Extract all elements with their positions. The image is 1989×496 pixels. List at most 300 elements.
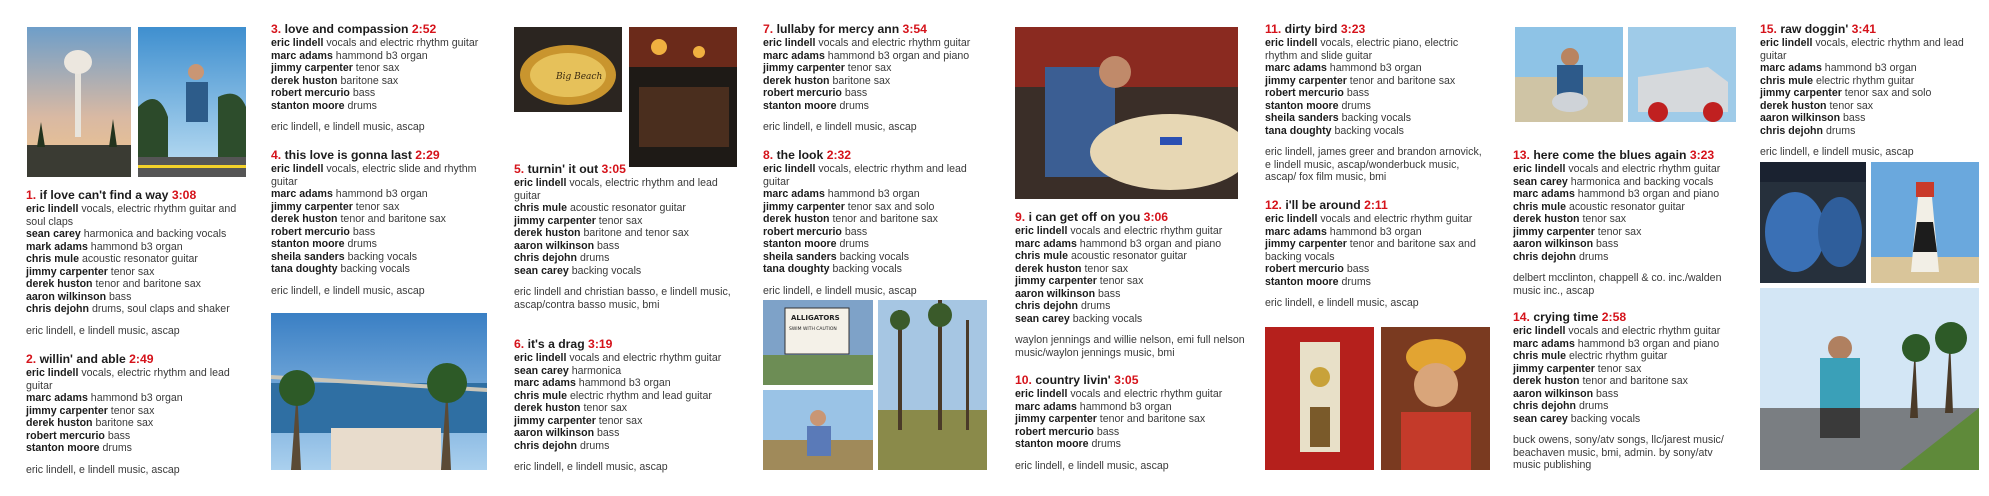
musician-name: jimmy carpenter [1015, 275, 1097, 287]
credit-line [271, 226, 496, 239]
credit-line [1760, 62, 1985, 75]
panel-8 [1760, 0, 1985, 496]
credit-line [271, 188, 496, 201]
musician-role: acoustic resonator guitar [1568, 200, 1685, 213]
credit-line [271, 263, 496, 276]
musician-role: hammond b3 organ [90, 240, 183, 253]
musician-name: chris mule [1015, 250, 1068, 262]
musician-name: robert mercurio [271, 87, 350, 99]
credit-line [26, 392, 246, 405]
musician-name: eric lindell [271, 163, 324, 175]
musician-name: stanton moore [1265, 275, 1339, 288]
musician-name: sean carey [514, 264, 569, 277]
track-number: 7. [763, 22, 774, 36]
musician-role: drums [1578, 250, 1609, 263]
musician-name: aaron wilkinson [1513, 238, 1594, 250]
credit-line [763, 263, 993, 276]
track-title: if love can't find a way [39, 188, 169, 202]
musician-name: jimmy carpenter [1265, 74, 1347, 87]
musician-name: eric lindell [1015, 388, 1068, 400]
musician-role: drums [839, 99, 869, 112]
musician-name: chris mule [514, 389, 567, 402]
track-title-line [1015, 210, 1245, 225]
track-number: 6. [514, 337, 525, 351]
musician-role: backing vocals [347, 250, 418, 263]
musician-name: derek huston [26, 278, 93, 290]
musician-name: chris mule [514, 202, 567, 214]
credit-line [271, 62, 496, 75]
credit-line [271, 213, 496, 226]
musician-name: aaron wilkinson [514, 239, 595, 252]
musician-name: marc adams [271, 188, 333, 200]
track-title-line [763, 148, 993, 163]
musician-role: backing vocals [340, 263, 410, 275]
credit-line [1513, 226, 1743, 239]
musician-role: drums [1080, 300, 1111, 312]
musician-role: vocals and electric rhythm guitar [1070, 388, 1223, 400]
musician-name: robert mercurio [1265, 263, 1344, 275]
musician-role: harmonica [571, 364, 622, 377]
credit-line [763, 163, 993, 188]
musician-name: jimmy carpenter [26, 404, 108, 417]
musician-name: sean carey [26, 228, 81, 240]
musician-name: tana doughty [271, 263, 338, 275]
credit-line [514, 415, 744, 428]
publisher-credit: eric lindell, e lindell music, ascap [26, 324, 180, 337]
musician-name: eric lindell [1760, 37, 1813, 49]
track-10 [1015, 373, 1245, 472]
publisher-credit: eric lindell, e lindell music, ascap [271, 121, 425, 133]
musician-role: hammond b3 organ [1079, 400, 1172, 413]
track-duration: 2:32 [826, 148, 852, 162]
musician-name: chris dejohn [514, 439, 577, 452]
musician-role: hammond b3 organ and piano [1079, 237, 1222, 250]
musician-role: bass [1596, 387, 1619, 400]
musician-role: drums [579, 252, 610, 264]
credit-line [763, 213, 993, 226]
musician-name: derek huston [26, 417, 93, 429]
musician-name: robert mercurio [271, 225, 350, 238]
track-title-line [763, 22, 993, 37]
musician-role: backing vocals [571, 264, 642, 277]
credit-line [514, 390, 744, 403]
musician-name: eric lindell [1015, 225, 1068, 237]
credit-line [763, 62, 993, 75]
musician-name: stanton moore [1015, 438, 1089, 450]
musician-role: backing vocals [839, 250, 910, 263]
musician-role: hammond b3 organ [1329, 62, 1422, 74]
musician-name: chris dejohn [514, 252, 577, 264]
musician-name: chris mule [26, 253, 79, 265]
track-duration: 2:29 [415, 148, 440, 162]
musician-role: hammond b3 organ [578, 377, 671, 389]
musician-name: marc adams [1015, 237, 1077, 250]
musician-role: drums [1341, 275, 1371, 288]
musician-role: tenor and baritone sax [1099, 413, 1206, 425]
credit-line [26, 367, 246, 392]
musician-role: drums [839, 238, 869, 250]
credit-line [1513, 338, 1743, 351]
credit-line [26, 228, 246, 241]
musician-role: bass [1098, 287, 1121, 300]
track-title: here come the blues again [1533, 148, 1687, 162]
musician-role: tenor and baritone sax [832, 213, 938, 225]
track-duration: 3:23 [1689, 148, 1715, 162]
musician-role: vocals and electric rhythm guitar [1568, 163, 1721, 175]
musician-role: tenor sax [110, 265, 155, 278]
credit-line [1015, 225, 1245, 238]
musician-name: sean carey [1513, 412, 1568, 425]
musician-name: derek huston [1760, 99, 1827, 112]
track-duration: 3:41 [1851, 22, 1877, 36]
musician-role: tenor sax and solo [847, 200, 935, 213]
musician-role: electric rhythm guitar [1568, 350, 1668, 362]
musician-name: marc adams [1513, 188, 1575, 200]
track-duration: 2:58 [1601, 310, 1627, 324]
track-duration: 2:11 [1364, 198, 1388, 212]
musician-role: backing vocals [1072, 312, 1143, 325]
musician-name: aaron wilkinson [26, 290, 107, 303]
musician-role: drums [1578, 400, 1609, 412]
musician-name: robert mercurio [26, 429, 105, 442]
track-number: 14. [1513, 310, 1530, 324]
credit-line [763, 238, 993, 251]
musician-role: vocals and electric rhythm guitar [326, 37, 479, 49]
track-duration: 3:05 [601, 162, 626, 176]
credit-line [271, 50, 496, 63]
credit-line [26, 291, 246, 304]
musician-name: robert mercurio [1265, 87, 1344, 99]
credit-line [763, 37, 993, 50]
credit-line [763, 100, 993, 113]
credit-line [1513, 400, 1743, 413]
credit-line [763, 188, 993, 201]
credit-line [763, 201, 993, 214]
credit-line [26, 303, 246, 316]
musician-role: bass [597, 239, 620, 252]
credit-line [1513, 201, 1743, 214]
credit-line [1513, 388, 1743, 401]
credit-line [1513, 163, 1743, 176]
musician-name: mark adams [26, 240, 88, 253]
credit-line [763, 75, 993, 88]
musician-role: hammond b3 organ [90, 392, 183, 404]
musician-name: derek huston [271, 74, 338, 87]
musician-role: tenor sax [355, 62, 400, 74]
musician-name: stanton moore [763, 99, 837, 112]
track-title: it's a drag [527, 337, 585, 351]
musician-role: tenor sax [1582, 213, 1627, 225]
musician-name: derek huston [1513, 213, 1580, 225]
musician-name: marc adams [514, 377, 576, 389]
musician-role: bass [597, 427, 620, 439]
musician-role: baritone sax [340, 74, 399, 87]
credit-line [514, 402, 744, 415]
musician-role: tenor sax [1597, 225, 1642, 238]
credit-line [1015, 250, 1245, 263]
track-duration: 2:49 [129, 352, 154, 366]
track-title: dirty bird [1284, 22, 1338, 36]
musician-role: vocals, electric rhythm and lead guitar [514, 177, 718, 202]
sign-subtitle: SWIM WITH CAUTION [789, 327, 837, 332]
musician-role: harmonica and backing vocals [83, 228, 227, 240]
track-2 [26, 352, 246, 476]
sign-title: ALLIGATORS [791, 314, 840, 322]
track-duration: 3:19 [588, 337, 613, 351]
track-duration: 3:54 [902, 22, 927, 36]
musician-role: bass [352, 87, 376, 99]
track-title-line [271, 22, 496, 37]
credit-line [26, 430, 246, 443]
musician-name: marc adams [1015, 400, 1077, 413]
track-number: 8. [763, 148, 774, 162]
musician-role: drums [1825, 124, 1856, 137]
credit-line [1265, 238, 1490, 263]
credit-line [271, 87, 496, 100]
musician-role: vocals and electric rhythm guitar [569, 352, 722, 364]
track-title-line [271, 148, 496, 163]
musician-role: tenor sax [847, 62, 892, 74]
musician-name: derek huston [763, 74, 830, 87]
track-8 [763, 148, 993, 297]
musician-role: vocals and electric rhythm guitar [1320, 213, 1473, 225]
credit-line [26, 442, 246, 455]
track-title: i'll be around [1285, 198, 1361, 212]
credit-line [1015, 313, 1245, 326]
musician-role: tenor and baritone sax [1582, 375, 1688, 387]
track-4 [271, 148, 496, 297]
musician-role: bass [1596, 238, 1619, 250]
credit-line [763, 251, 993, 264]
musician-role: backing vocals [832, 263, 902, 275]
musician-role: tenor and baritone sax [95, 278, 201, 290]
musician-name: derek huston [514, 227, 581, 239]
musician-role: hammond b3 organ [827, 188, 920, 200]
credit-line [763, 226, 993, 239]
credit-line [1265, 263, 1490, 276]
drum-label: Big Beach [556, 72, 603, 82]
track-title-line [1265, 198, 1490, 213]
panel-2 [271, 0, 496, 496]
musician-role: drums [102, 442, 132, 454]
musician-name: sheila sanders [763, 250, 837, 263]
credit-line [1513, 350, 1743, 363]
musician-name: jimmy carpenter [1760, 87, 1842, 99]
musician-name: chris mule [1513, 200, 1566, 213]
credit-line [26, 241, 246, 254]
track-number: 1. [26, 188, 37, 202]
credit-line [514, 427, 744, 440]
musician-name: eric lindell [763, 163, 816, 175]
track-title: this love is gonna last [284, 148, 412, 162]
credit-line [1513, 213, 1743, 226]
credit-line [514, 265, 744, 278]
musician-name: marc adams [763, 49, 825, 62]
credit-line [271, 75, 496, 88]
track-title-line [26, 188, 246, 203]
track-title: i can get off on you [1028, 210, 1141, 224]
musician-name: marc adams [271, 49, 333, 62]
musician-name: eric lindell [1513, 163, 1566, 175]
credit-line [514, 240, 744, 253]
credit-line [1265, 37, 1490, 62]
musician-role: vocals and electric rhythm guitar [1070, 225, 1223, 237]
credit-line [1015, 263, 1245, 276]
musician-name: jimmy carpenter [763, 200, 845, 213]
track-duration: 2:52 [411, 22, 437, 36]
musician-role: tenor sax [355, 200, 400, 213]
track-15 [1760, 22, 1985, 159]
credit-line [26, 278, 246, 291]
panel-3 [514, 0, 744, 496]
musician-role: bass [1346, 87, 1370, 99]
musician-name: sean carey [514, 364, 569, 377]
track-title-line [1513, 148, 1743, 163]
credit-line [1015, 238, 1245, 251]
musician-role: bass [352, 225, 376, 238]
musician-name: aaron wilkinson [1513, 387, 1594, 400]
publisher-credit: eric lindell and christian basso, e lindell music, ascap/contra basso music, bmi [514, 286, 731, 311]
musician-name: jimmy carpenter [514, 414, 596, 427]
publisher-credit: waylon jennings and willie nelson, emi full nelson music/waylon jennings music, bmi [1015, 334, 1245, 359]
musician-role: electric rhythm guitar [1815, 74, 1915, 87]
musician-role: tenor and baritone sax [340, 213, 446, 225]
credit-line [1015, 388, 1245, 401]
track-number: 10. [1015, 373, 1032, 387]
credit-line [1513, 375, 1743, 388]
musician-name: marc adams [26, 392, 88, 404]
track-12 [1265, 198, 1490, 310]
track-title-line [26, 352, 246, 367]
musician-role: harmonica and backing vocals [1570, 175, 1714, 188]
credit-line [1265, 100, 1490, 113]
musician-name: jimmy carpenter [1513, 225, 1595, 238]
musician-name: chris dejohn [1015, 300, 1078, 312]
credit-line [271, 37, 496, 50]
musician-name: eric lindell [26, 203, 79, 215]
credit-line [1265, 276, 1490, 289]
credit-line [1513, 176, 1743, 189]
musician-role: tenor and baritone sax and backing vocals [1265, 238, 1476, 263]
credit-line [1265, 125, 1490, 138]
credit-line [514, 252, 744, 265]
credit-line [26, 203, 246, 228]
credit-line [26, 266, 246, 279]
credit-line [26, 417, 246, 430]
musician-role: drums [347, 99, 377, 112]
musician-name: marc adams [763, 188, 825, 200]
musician-role: vocals, electric rhythm and lead guitar [26, 367, 230, 392]
publisher-credit: buck owens, sony/atv songs, llc/jarest music/ beachaven music, bmi, admin. by sony/atv music publishing [1513, 434, 1724, 471]
musician-name: eric lindell [514, 177, 567, 189]
musician-name: eric lindell [271, 37, 324, 49]
musician-role: tenor sax [598, 214, 643, 227]
credit-line [1015, 401, 1245, 414]
track-number: 3. [271, 22, 282, 36]
musician-name: jimmy carpenter [1015, 413, 1097, 425]
publisher-credit: eric lindell, e lindell music, ascap [26, 463, 180, 476]
musician-role: tenor sax [1597, 362, 1642, 375]
track-number: 15. [1760, 22, 1777, 36]
musician-name: eric lindell [1265, 37, 1318, 49]
musician-name: chris mule [1760, 74, 1813, 87]
musician-name: derek huston [514, 402, 581, 414]
track-number: 11. [1265, 22, 1282, 36]
musician-role: baritone sax [95, 417, 154, 429]
track-number: 12. [1265, 198, 1282, 212]
credit-line [514, 177, 744, 202]
publisher-credit: eric lindell, e lindell music, ascap [271, 284, 425, 297]
musician-name: stanton moore [763, 238, 837, 250]
musician-role: backing vocals [1570, 412, 1641, 425]
musician-role: vocals, electric piano, electric rhythm and slide guitar [1265, 37, 1459, 62]
musician-role: backing vocals [1334, 124, 1404, 137]
track-title: country livin' [1035, 373, 1111, 387]
musician-name: marc adams [1513, 337, 1575, 350]
musician-name: jimmy carpenter [271, 200, 353, 213]
track-title-line [1265, 22, 1490, 37]
credit-line [1513, 188, 1743, 201]
musician-name: stanton moore [26, 442, 100, 454]
musician-role: bass [107, 429, 131, 442]
musician-name: tana doughty [763, 263, 830, 275]
track-title: raw doggin' [1780, 22, 1849, 36]
musician-role: tenor sax [583, 402, 628, 414]
musician-name: eric lindell [26, 367, 79, 379]
musician-name: eric lindell [1513, 325, 1566, 337]
credit-line [1760, 75, 1985, 88]
credit-line [1513, 325, 1743, 338]
musician-name: aaron wilkinson [514, 427, 595, 439]
credit-line [1513, 413, 1743, 426]
credit-line [1015, 300, 1245, 313]
musician-role: backing vocals [1341, 112, 1412, 124]
track-number: 9. [1015, 210, 1026, 224]
publisher-credit: eric lindell, e lindell music, ascap [763, 121, 917, 133]
musician-name: marc adams [1265, 225, 1327, 238]
musician-name: jimmy carpenter [1513, 362, 1595, 375]
track-title-line [1760, 22, 1985, 37]
credit-line [1265, 213, 1490, 226]
credit-line [1265, 87, 1490, 100]
musician-role: vocals, electric rhythm and lead guitar [1760, 37, 1964, 62]
musician-role: drums [347, 238, 377, 250]
musician-role: vocals, electric rhythm and lead guitar [763, 163, 967, 188]
musician-role: vocals and electric rhythm guitar [818, 37, 971, 49]
musician-role: bass [1843, 112, 1866, 124]
credit-line [1265, 62, 1490, 75]
credit-line [271, 251, 496, 264]
musician-name: derek huston [1513, 375, 1580, 387]
musician-role: electric rhythm and lead guitar [569, 389, 712, 402]
musician-name: eric lindell [763, 37, 816, 49]
musician-role: tenor and baritone sax [1349, 74, 1456, 87]
musician-role: hammond b3 organ [335, 188, 428, 200]
track-duration: 3:06 [1143, 210, 1169, 224]
publisher-credit: eric lindell, e lindell music, ascap [1015, 459, 1169, 472]
musician-name: jimmy carpenter [26, 265, 108, 278]
musician-name: eric lindell [514, 352, 567, 364]
musician-role: tenor sax [1084, 262, 1129, 275]
musician-role: bass [1346, 263, 1370, 275]
musician-name: derek huston [271, 213, 338, 225]
track-title: crying time [1533, 310, 1599, 324]
credit-line [1015, 438, 1245, 451]
credit-line [514, 215, 744, 228]
musician-role: tenor sax and solo [1844, 87, 1932, 99]
credit-line [1015, 275, 1245, 288]
publisher-credit: delbert mcclinton, chappell & co. inc./walden music inc., ascap [1513, 272, 1722, 297]
